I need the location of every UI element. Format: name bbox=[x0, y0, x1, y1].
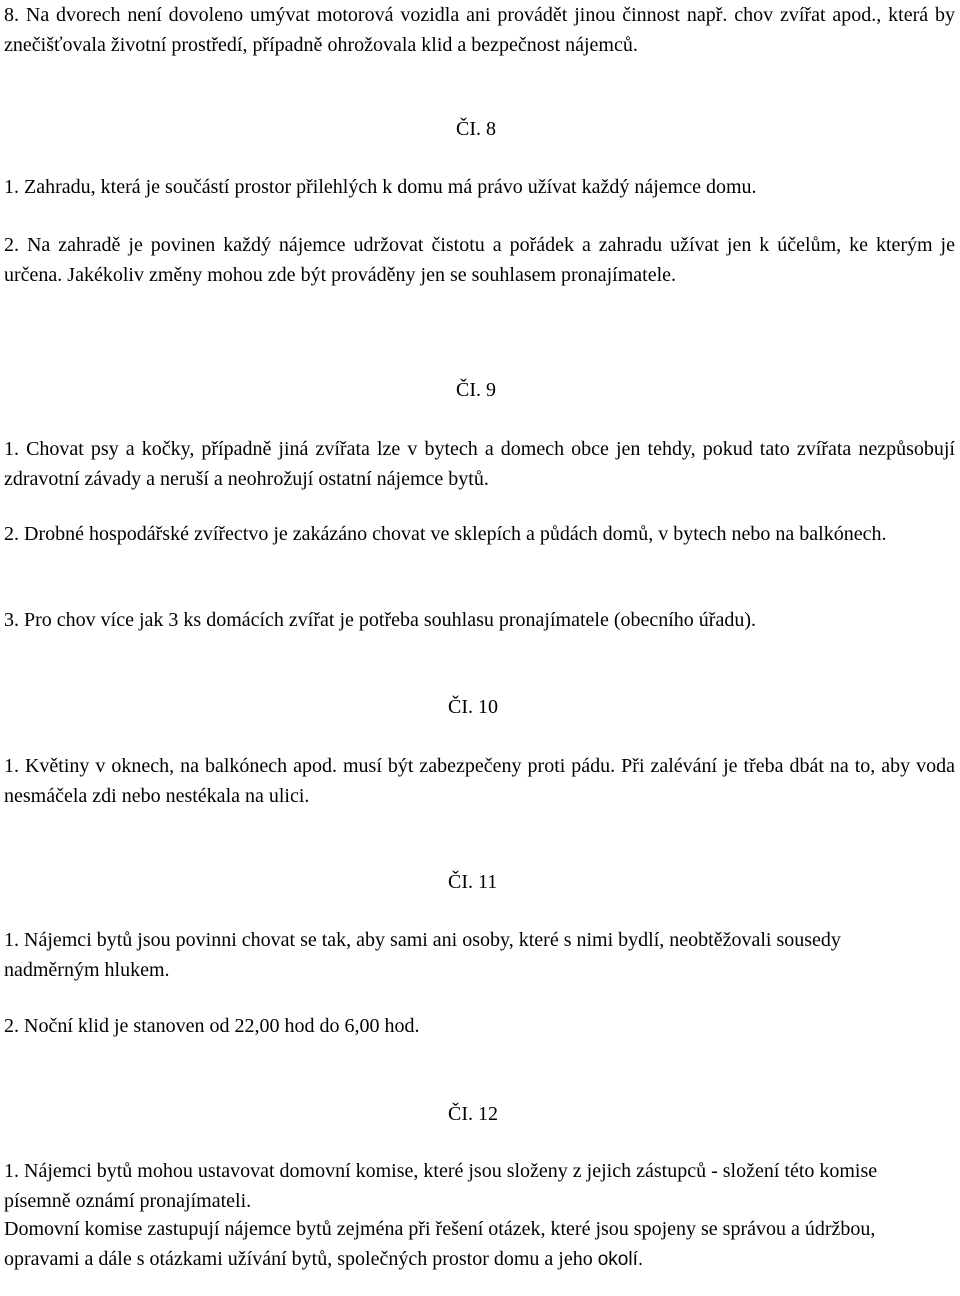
paragraph-12-2-tail: okolí. bbox=[597, 1248, 644, 1270]
paragraph-12-2 bbox=[4, 1215, 955, 1274]
paragraph-10-1: 1. Květiny v oknech, na balkónech apod. musí být zabezpečeny proti pádu. Při zalévání je třeba dbát na to, aby voda nesmáčela zdi nebo nestékala na ulici. bbox=[4, 755, 955, 807]
paragraph-11-2: 2. Noční klid je stanoven od 22,00 hod do 6,00 hod. bbox=[4, 1015, 420, 1037]
paragraph-8-1: 1. Zahradu, která je součástí prostor přilehlých k domu má právo užívat každý nájemce domu. bbox=[4, 176, 757, 198]
paragraph-12-2-main: Domovní komise zastupují nájemce bytů zejména při řešení otázek, které jsou spojeny se správou a údržbou, opravami a dále s otázkami užívání bytů, společných prostor domu a jeho bbox=[4, 1218, 876, 1270]
paragraph-8-2: 2. Na zahradě je povinen každý nájemce udržovat čistotu a pořádek a zahradu užívat jen k účelům, ke kterým je určena. Jakékoliv změny mohou zde být prováděny jen se souhlasem pronajímatele. bbox=[4, 234, 955, 286]
article-heading-8: ČI. 8 bbox=[456, 118, 496, 140]
paragraph-11-1: 1. Nájemci bytů jsou povinni chovat se tak, aby sami ani osoby, které s nimi bydlí, neobtěžovali sousedy nadměrným hlukem. bbox=[4, 929, 841, 981]
paragraph-8-8: 8. Na dvorech není dovoleno umývat motorová vozidla ani provádět jinou činnost např. chov zvířat apod., která by znečišťovala životní prostředí, případně ohrožovala klid a bezpečnost nájemců. bbox=[4, 4, 955, 56]
paragraph-9-3: 3. Pro chov více jak 3 ks domácích zvířat je potřeba souhlasu pronajímatele (obecního úřadu). bbox=[4, 609, 756, 631]
article-heading-10: ČI. 10 bbox=[448, 696, 498, 718]
article-heading-9: ČI. 9 bbox=[456, 379, 496, 401]
article-heading-12: ČI. 12 bbox=[448, 1103, 498, 1125]
paragraph-9-1: 1. Chovat psy a kočky, případně jiná zvířata lze v bytech a domech obce jen tehdy, pokud tato zvířata nezpůsobují zdravotní závady a neruší a neohrožují ostatní nájemce bytů. bbox=[4, 438, 955, 490]
article-heading-11: ČI. 11 bbox=[448, 871, 498, 893]
paragraph-9-2: 2. Drobné hospodářské zvířectvo je zakázáno chovat ve sklepích a půdách domů, v bytech nebo na balkónech. bbox=[4, 523, 887, 545]
paragraph-12-1: 1. Nájemci bytů mohou ustavovat domovní komise, které jsou složeny z jejich zástupců - složení této komise písemně oznámí pronajímateli. bbox=[4, 1160, 878, 1212]
